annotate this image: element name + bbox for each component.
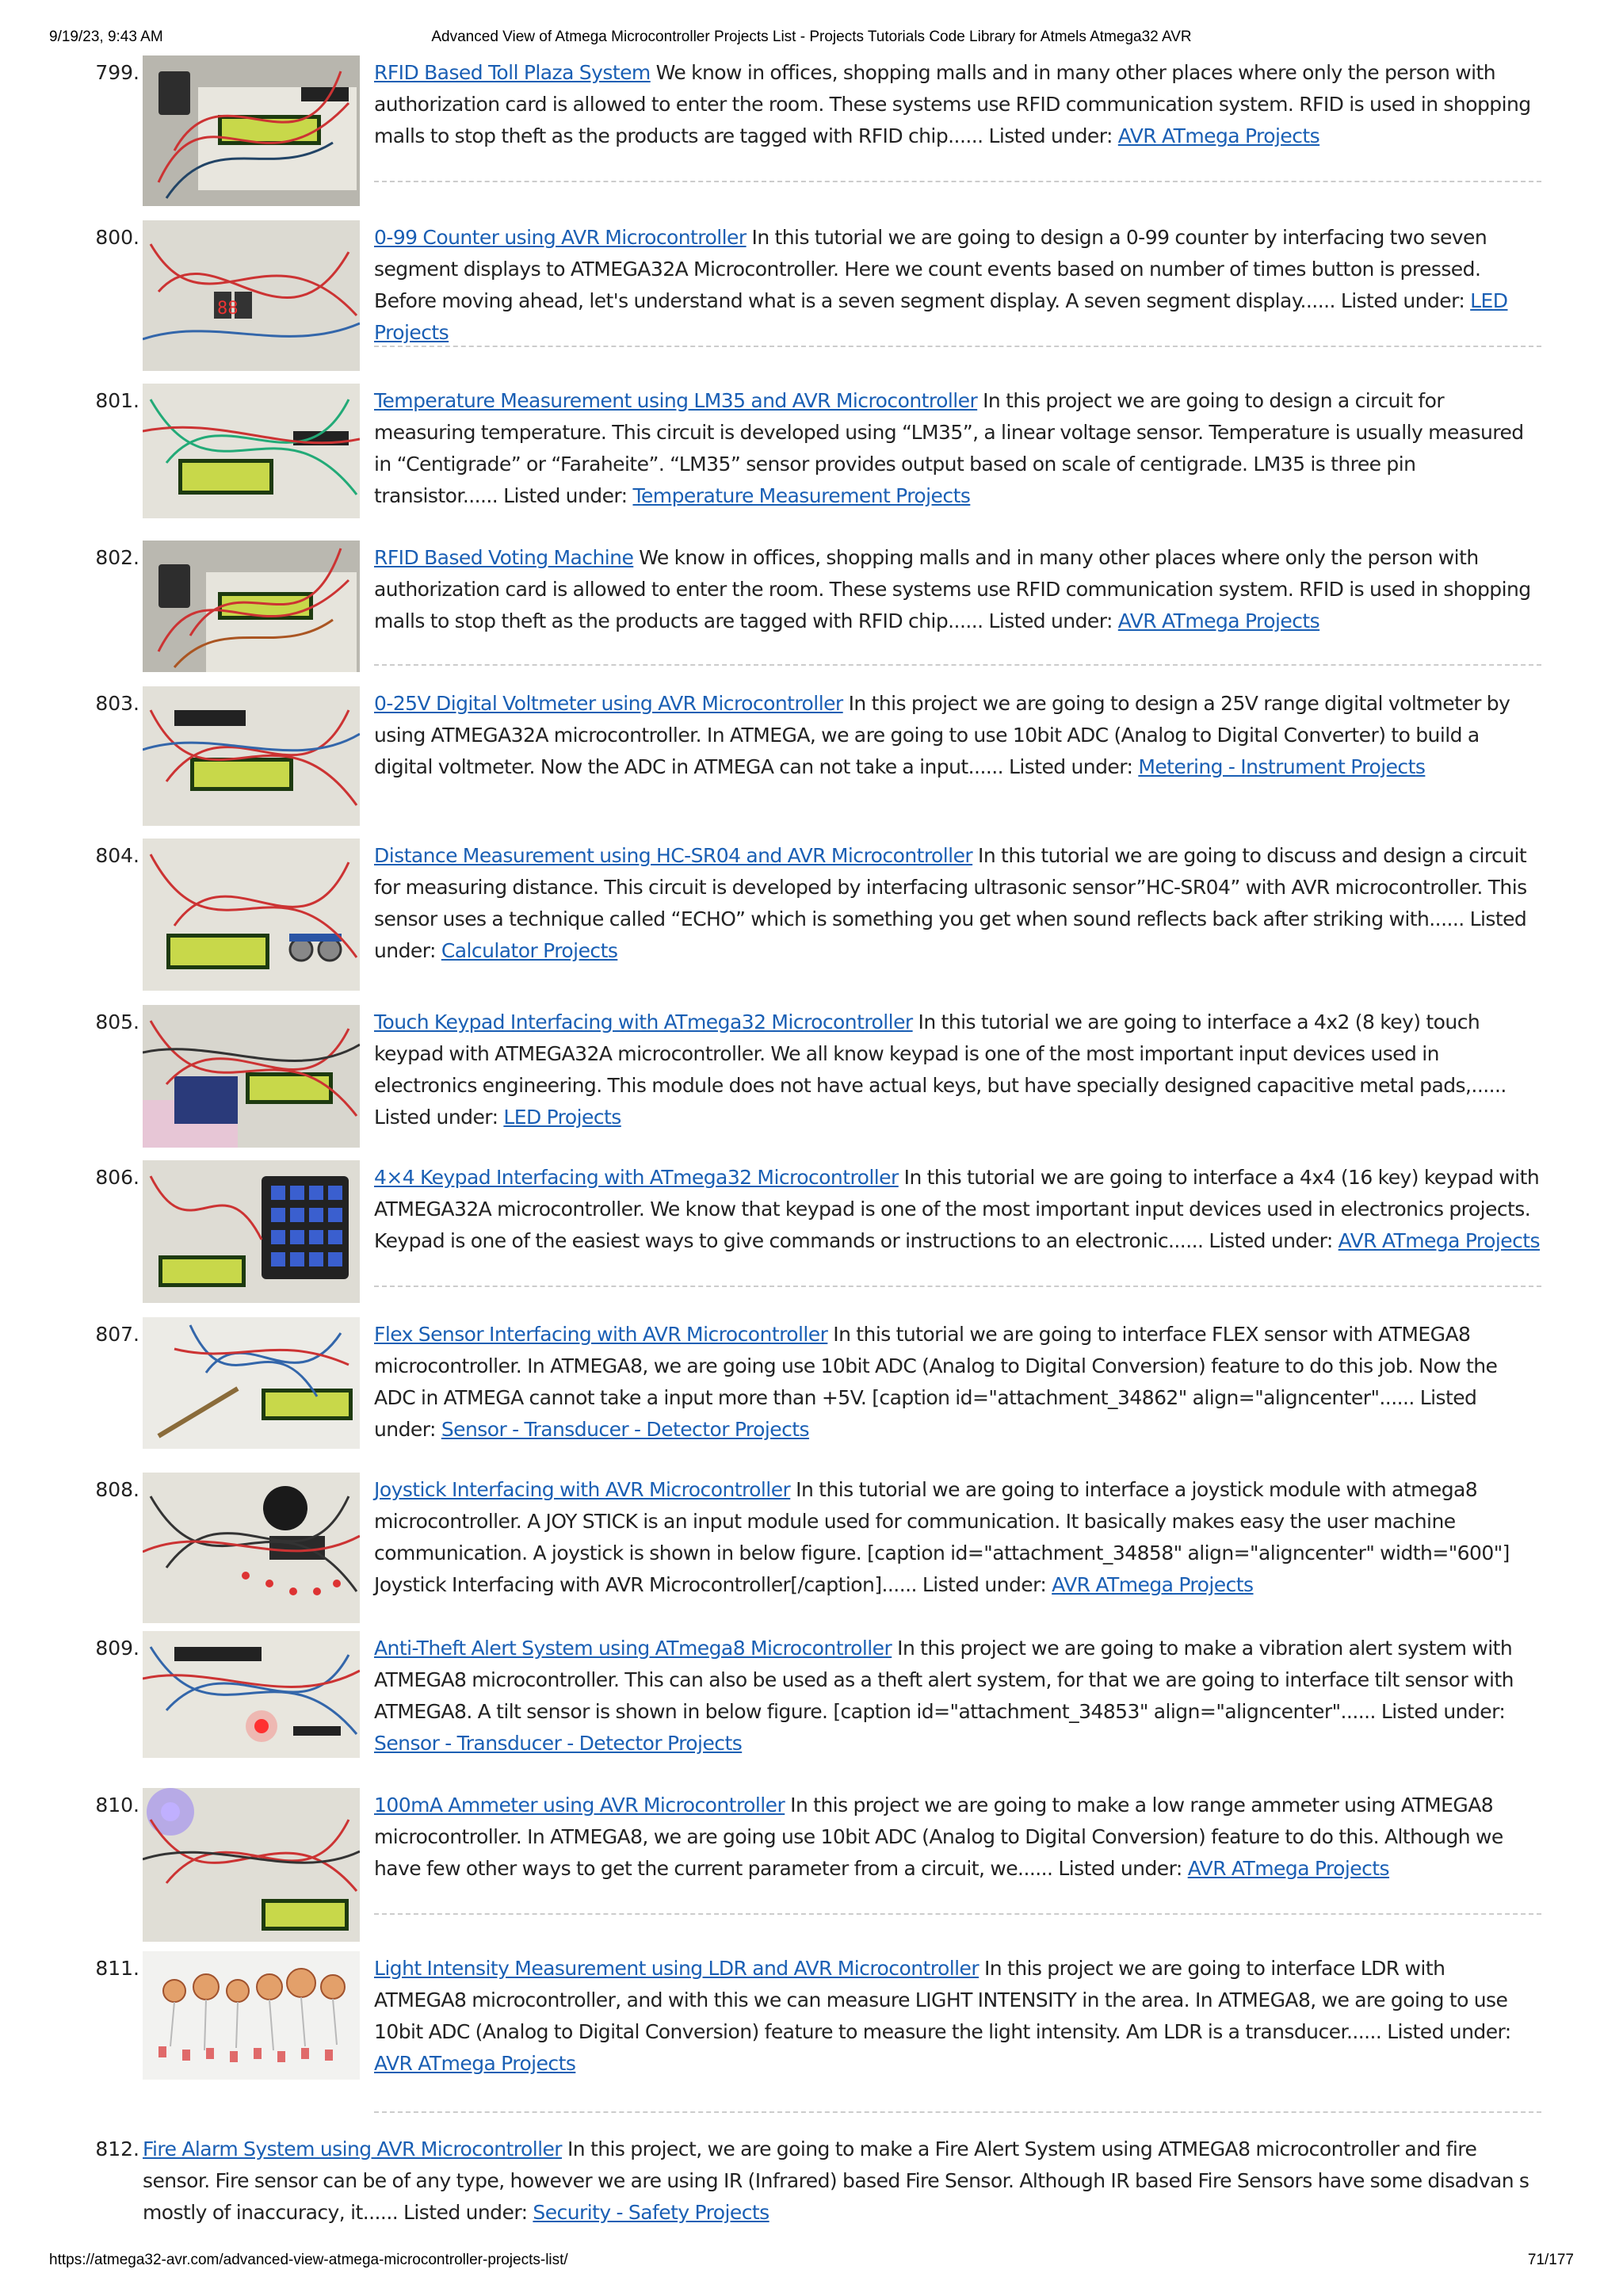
category-link[interactable]: LED Projects: [374, 289, 1508, 344]
category-link[interactable]: AVR ATmega Projects: [1117, 609, 1320, 632]
listed-under-label: Listed under:: [1387, 2020, 1511, 2043]
separator: [374, 1286, 1541, 1287]
project-description: In this project we are going to make a low range ammeter using ATMEGA8 microcontroller. In ATMEGA8, we are going use 10bit ADC (Analog to Digital Conversion) feature to do this. Although we have few other ways to get the current parameter from a circuit, we......: [374, 1794, 1503, 1880]
listed-under-label: Listed under:: [1008, 755, 1133, 778]
separator: [374, 181, 1541, 182]
separator: [374, 2111, 1541, 2113]
print-page-title: Advanced View of Atmega Microcontroller Projects List - Projects Tutorials Code Library for Atmels Atmega32 AVR: [431, 29, 1192, 45]
item-text: [374, 1319, 1541, 1446]
print-datetime: 9/19/23, 9:43 AM: [49, 29, 163, 45]
print-url: https://atmega32-avr.com/advanced-view-atmega-microcontroller-projects-list/: [49, 2252, 568, 2268]
item-text: [374, 1953, 1541, 2080]
category-link[interactable]: AVR ATmega Projects: [374, 2052, 576, 2075]
category-link[interactable]: Sensor - Transducer - Detector Projects: [374, 1732, 743, 1755]
item-number: 801.: [95, 389, 139, 412]
category-link[interactable]: Temperature Measurement Projects: [632, 484, 971, 507]
project-title-link[interactable]: Touch Keypad Interfacing with ATmega32 Microcontroller: [374, 1010, 913, 1033]
project-thumbnail[interactable]: [143, 1473, 360, 1623]
item-number: 812.: [95, 2137, 139, 2160]
print-header: [49, 29, 1574, 48]
listed-under-label: Listed under:: [988, 124, 1113, 147]
project-title-link[interactable]: 4×4 Keypad Interfacing with ATmega32 Microcontroller: [374, 1166, 899, 1189]
item-text: [374, 1162, 1541, 1257]
project-description: In this tutorial we are going to interface a 4x4 (16 key) keypad with ATMEGA32A microcontroller. We know that keypad is one of the most important input devices used in electronics projects. Keypad is one of the easiest ways to give commands or instructions to an electronic......: [374, 1166, 1540, 1252]
project-description: In this project we are going to design a 25V range digital voltmeter by using ATMEGA32A microcontroller. In ATMEGA, we are going to use 10bit ADC (Analog to Digital Converter) to build a digital voltmeter. Now the ADC in ATMEGA can not take a input......: [374, 692, 1510, 778]
item-text: [374, 1790, 1541, 1885]
project-thumbnail[interactable]: [143, 1631, 360, 1758]
item-number: 810.: [95, 1794, 139, 1817]
project-thumbnail[interactable]: [143, 1951, 360, 2080]
listed-under-label: Listed under:: [1340, 289, 1465, 312]
project-description: In this project, we are going to make a Fire Alert System using ATMEGA8 microcontroller and fire sensor. Fire sensor can be of any type, however we are using IR (Infrared) based Fire Sensor. Although IR based Fire Sensors have some disadvan s mostly of inaccuracy, it......: [143, 2137, 1529, 2224]
item-text: [374, 688, 1541, 783]
category-link[interactable]: AVR ATmega Projects: [1187, 1857, 1390, 1880]
item-number: 811.: [95, 1957, 139, 1980]
project-title-link[interactable]: Distance Measurement using HC-SR04 and AVR Microcontroller: [374, 844, 973, 867]
item-number: 802.: [95, 546, 139, 569]
listed-under-label: Listed under:: [1381, 1700, 1506, 1723]
project-description: In this tutorial we are going to discuss and design a circuit for measuring distance. This circuit is developed by interfacing ultrasonic sensor”HC-SR04” with AVR microcontroller. This sensor uses a technique called “ECHO” which is something you get when sound reflects back after striking with......: [374, 844, 1527, 930]
project-title-link[interactable]: RFID Based Voting Machine: [374, 546, 634, 569]
category-link[interactable]: AVR ATmega Projects: [1338, 1229, 1541, 1252]
item-number: 800.: [95, 226, 139, 249]
project-title-link[interactable]: Flex Sensor Interfacing with AVR Microcontroller: [374, 1323, 828, 1346]
print-footer: [49, 2252, 1574, 2271]
project-title-link[interactable]: Fire Alarm System using AVR Microcontroller: [143, 2137, 563, 2160]
item-text: [374, 840, 1541, 967]
project-description: In this tutorial we are going to interface FLEX sensor with ATMEGA8 microcontroller. In ATMEGA8, we are going use 10bit ADC (Analog to Digital Conversion) feature to do this job. Now the ADC in ATMEGA cannot take a input more than +5V. [caption id="attachment_34862" align="aligncenter"......: [374, 1323, 1498, 1409]
listed-under-label: Listed under:: [503, 484, 628, 507]
listed-under-label: Listed under:: [922, 1573, 1047, 1596]
project-description: We know in offices, shopping malls and in many other places where only the person with authorization card is allowed to enter the room. These systems use RFID communication system. RFID is used in shopping malls to stop theft as the products are tagged with RFID chip......: [374, 61, 1531, 147]
project-title-link[interactable]: 0-25V Digital Voltmeter using AVR Microcontroller: [374, 692, 843, 715]
item-text: [374, 1474, 1541, 1601]
project-title-link[interactable]: Joystick Interfacing with AVR Microcontroller: [374, 1478, 791, 1501]
project-thumbnail[interactable]: [143, 1160, 360, 1303]
project-description: In this project we are going to design a circuit for measuring temperature. This circuit is developed using “LM35”, a linear voltage sensor. Temperature is usually measured in “Centigrade” or “Faraheite”. “LM35” sensor provides output based on scale of centigrade. LM35 is three pin transistor......: [374, 389, 1524, 507]
item-text: [143, 2134, 1541, 2229]
item-text: [374, 1633, 1541, 1759]
project-thumbnail[interactable]: [143, 384, 360, 518]
project-thumbnail[interactable]: [143, 1317, 360, 1449]
project-title-link[interactable]: Anti-Theft Alert System using ATmega8 Microcontroller: [374, 1637, 892, 1660]
project-title-link[interactable]: RFID Based Toll Plaza System: [374, 61, 651, 84]
item-number: 808.: [95, 1478, 139, 1501]
listed-under-label: Listed under:: [403, 2201, 528, 2224]
separator: [374, 346, 1541, 347]
item-text: [374, 57, 1541, 152]
item-number: 799.: [95, 61, 139, 84]
category-link[interactable]: Calculator Projects: [441, 939, 618, 962]
project-thumbnail[interactable]: [143, 55, 360, 206]
project-thumbnail[interactable]: [143, 1788, 360, 1942]
item-number: 805.: [95, 1010, 139, 1033]
category-link[interactable]: LED Projects: [503, 1106, 621, 1129]
project-title-link[interactable]: Light Intensity Measurement using LDR and AVR Microcontroller: [374, 1957, 980, 1980]
project-thumbnail[interactable]: [143, 541, 360, 672]
category-link[interactable]: AVR ATmega Projects: [1117, 124, 1320, 147]
category-link[interactable]: AVR ATmega Projects: [1052, 1573, 1254, 1596]
item-text: [374, 222, 1541, 349]
listed-under-label: Listed under:: [374, 907, 1527, 962]
listed-under-label: Listed under:: [1058, 1857, 1182, 1880]
page-counter: 71/177: [1527, 2252, 1574, 2268]
category-link[interactable]: Security - Safety Projects: [533, 2201, 769, 2224]
project-thumbnail[interactable]: [143, 839, 360, 991]
item-number: 804.: [95, 844, 139, 867]
project-description: In this project we are going to interface LDR with ATMEGA8 microcontroller, and with this we can measure LIGHT INTENSITY in the area. In ATMEGA8, we are going to use 10bit ADC (Analog to Digital Conversion) feature to measure the light intensity. Am LDR is a transducer......: [374, 1957, 1508, 2043]
item-text: [374, 385, 1541, 512]
project-thumbnail[interactable]: [143, 686, 360, 826]
item-text: [374, 1007, 1541, 1133]
listed-under-label: Listed under:: [374, 1386, 1477, 1441]
listed-under-label: Listed under:: [988, 609, 1113, 632]
separator: [374, 664, 1541, 666]
item-number: 803.: [95, 692, 139, 715]
project-description: In this project we are going to make a vibration alert system with ATMEGA8 microcontroller. This can also be used as a theft alert system, for that we are going to interface tilt sensor with ATMEGA8. A tilt sensor is shown in below figure. [caption id="attachment_34853" align="aligncenter"......: [374, 1637, 1514, 1723]
project-description: We know in offices, shopping malls and in many other places where only the person with authorization card is allowed to enter the room. These systems use RFID communication system. RFID is used in shopping malls to stop theft as the products are tagged with RFID chip......: [374, 546, 1531, 632]
project-title-link[interactable]: Temperature Measurement using LM35 and AVR Microcontroller: [374, 389, 978, 412]
project-description: In this tutorial we are going to design a 0-99 counter by interfacing two seven segment displays to ATMEGA32A Microcontroller. Here we count events based on number of times button is pressed. Before moving ahead, let's understand what is a seven segment display. A seven segment display......: [374, 226, 1487, 312]
listed-under-label: Listed under:: [1209, 1229, 1333, 1252]
item-number: 807.: [95, 1323, 139, 1346]
item-text: [374, 542, 1541, 637]
category-link[interactable]: Sensor - Transducer - Detector Projects: [441, 1418, 810, 1441]
project-description: In this tutorial we are going to interface a joystick module with atmega8 microcontroller. A JOY STICK is an input module used for communication. It basically makes easy the user machine communication. A joystick is shown in below figure. [caption id="attachment_34858" align="aligncenter" width="600"] Joystick Interfacing with AVR Microcontroller[/caption]......: [374, 1478, 1510, 1596]
project-thumbnail[interactable]: [143, 220, 360, 371]
item-number: 809.: [95, 1637, 139, 1660]
project-description: In this tutorial we are going to interface a 4x2 (8 key) touch keypad with ATMEGA32A microcontroller. We all know keypad is one of the most important input devices used in electronics engineering. This module does not have actual keys, but have specially designed capacitive metal pads,......: [374, 1010, 1507, 1097]
project-title-link[interactable]: 0-99 Counter using AVR Microcontroller: [374, 226, 747, 249]
project-thumbnail[interactable]: [143, 1005, 360, 1148]
project-title-link[interactable]: 100mA Ammeter using AVR Microcontroller: [374, 1794, 785, 1817]
category-link[interactable]: Metering - Instrument Projects: [1138, 755, 1426, 778]
listed-under-label: Listed under:: [374, 1106, 498, 1129]
separator: [374, 1913, 1541, 1915]
item-number: 806.: [95, 1166, 139, 1189]
svg-text:88: 88: [217, 299, 239, 319]
